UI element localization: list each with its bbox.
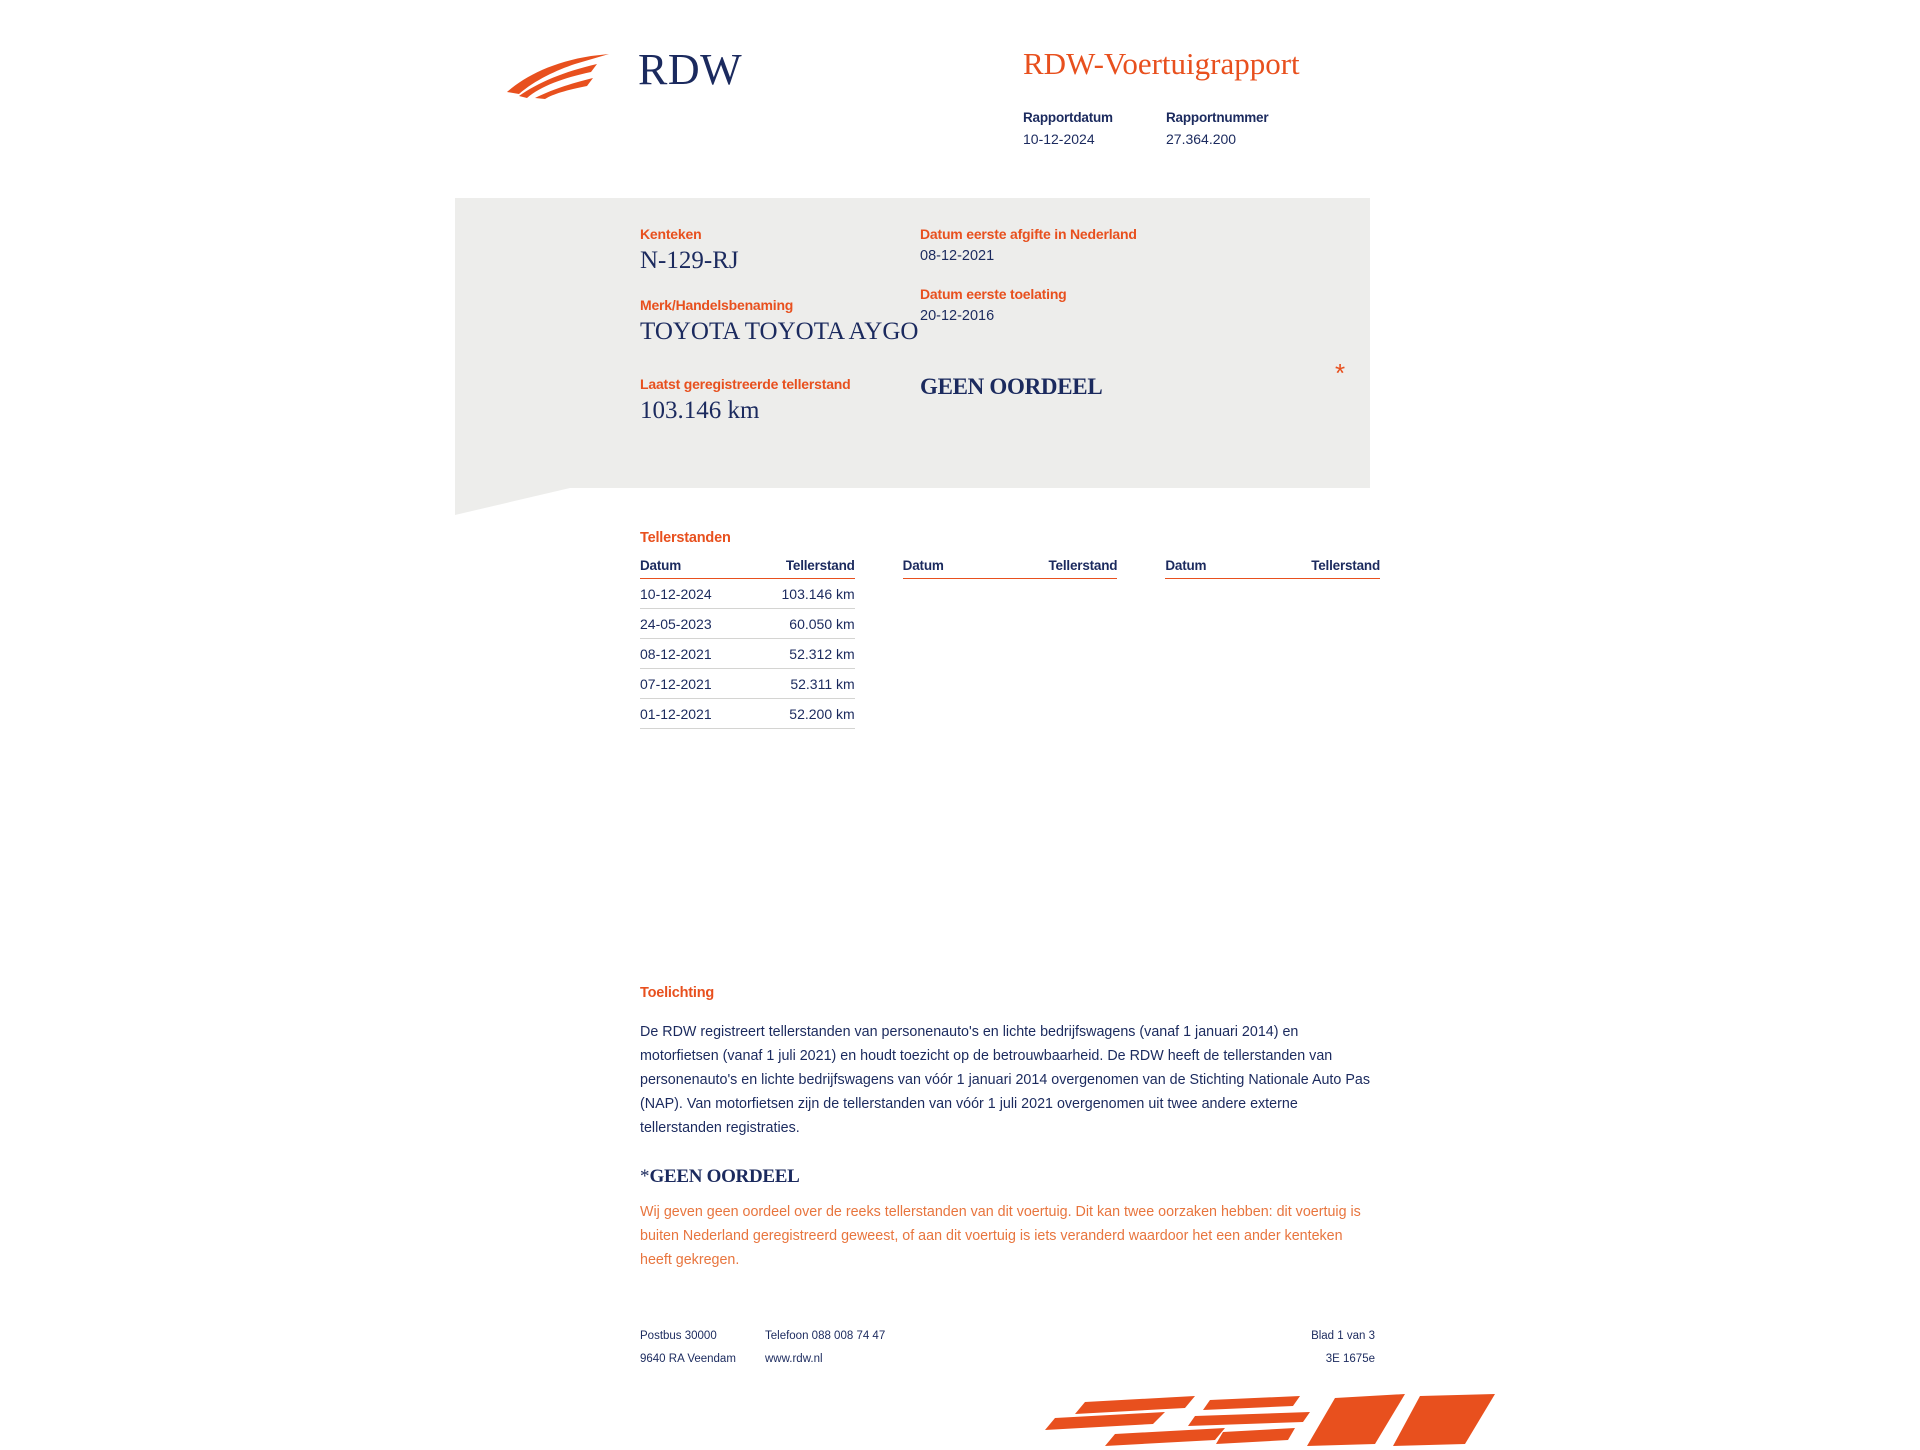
footer-website: www.rdw.nl	[765, 1353, 823, 1365]
column-header-date: Datum	[902, 558, 944, 573]
first-issue-nl-label: Datum eerste afgifte in Nederland	[920, 226, 1137, 242]
explanation-verdict-heading	[640, 1166, 1375, 1188]
cell-date: 01-12-2021	[640, 706, 712, 722]
meta-value: 10-12-2024	[1023, 131, 1095, 147]
first-admission-label: Datum eerste toelating	[920, 286, 1067, 302]
footer-page-number: Blad 1 van 3	[1311, 1330, 1375, 1342]
meta-value: 27.364.200	[1166, 131, 1237, 147]
footnote-marker: *	[640, 1166, 650, 1188]
vehicle-right-column	[920, 226, 1300, 400]
meta-report-date	[1023, 110, 1148, 147]
column-header-value: Tellerstand	[1048, 558, 1118, 573]
page-footer	[640, 1330, 1375, 1376]
kenteken-value: N-129-RJ	[640, 247, 739, 274]
cell-date: 24-05-2023	[640, 616, 712, 632]
table-row	[640, 699, 855, 729]
footer-address-line2: 9640 RA Veendam	[640, 1353, 736, 1365]
explanation-body: De RDW registreert tellerstanden van personenauto's en lichte bedrijfswagens (vanaf 1 januari 2014) en motorfietsen (vanaf 1 juli 2021) en houdt toezicht op de betrouwbaarheid. De RDW heeft de tellerstanden van personenauto's en lichte bedrijfswagens van vóór 1 januari 2014 overgenomen van de Stichting Nationale Auto Pas (NAP). Van motorfietsen zijn de tellerstanden van vóór 1 juli 2021 overgenomen uit twee andere externe tellerstanden registraties.	[640, 1024, 1370, 1137]
verdict-badge: GEEN OORDEEL	[920, 374, 1103, 399]
meta-label: Rapportdatum	[1023, 110, 1113, 125]
footer-row	[640, 1353, 1375, 1365]
cell-date: 08-12-2021	[640, 646, 712, 662]
footer-row	[640, 1330, 1375, 1342]
cell-date: 07-12-2021	[640, 676, 712, 692]
first-admission-value: 20-12-2016	[920, 308, 995, 324]
rdw-logo	[505, 38, 825, 108]
column-header-value: Tellerstand	[785, 558, 855, 573]
page-title: RDW-Voertuigrapport	[1023, 46, 1300, 81]
cell-value: 60.050 km	[789, 616, 855, 632]
cell-value: 52.311 km	[790, 676, 855, 692]
verdict-label: GEEN OORDEEL	[649, 1166, 800, 1188]
table-header-row	[903, 558, 1118, 579]
table-row	[640, 579, 855, 609]
rdw-footer-stripes-logo-icon	[1045, 1390, 1495, 1450]
odometer-column-3	[1165, 558, 1380, 729]
odometer-column-1	[640, 558, 855, 729]
column-header-value: Tellerstand	[1311, 558, 1381, 573]
odometer-section-title: Tellerstanden	[640, 530, 731, 546]
explanation-title: Toelichting	[640, 985, 715, 1001]
footer-phone: Telefoon 088 008 74 47	[765, 1330, 886, 1342]
table-header-row	[640, 558, 855, 579]
explanation-section	[640, 985, 1375, 1272]
footer-address-line1: Postbus 30000	[640, 1330, 717, 1342]
cell-value: 103.146 km	[781, 586, 855, 602]
report-meta	[1023, 110, 1291, 147]
cell-value: 52.200 km	[789, 706, 855, 722]
tellerstand-value: 103.146 km	[640, 397, 760, 424]
vehicle-summary-block	[455, 198, 1370, 488]
first-issue-nl-value: 08-12-2021	[920, 248, 995, 264]
odometer-column-2	[903, 558, 1118, 729]
footer-document-code: 3E 1675e	[1325, 1353, 1375, 1365]
table-header-row	[1165, 558, 1380, 579]
brand-name: RDW	[638, 45, 743, 94]
explanation-verdict-body: Wij geven geen oordeel over de reeks tellerstanden van dit voertuig. Dit kan twee oorzaken hebben: dit voertuig is buiten Nederland geregistreerd geweest, of aan dit voertuig is iets veranderd waardoor het een ander kenteken heeft gekregen.	[640, 1204, 1361, 1269]
tellerstand-label: Laatst geregistreerde tellerstand	[640, 376, 851, 392]
rdw-swoosh-logo-icon	[505, 52, 615, 100]
verdict-footnote-marker: *	[1335, 358, 1346, 388]
table-row	[640, 609, 855, 639]
kenteken-label: Kenteken	[640, 226, 702, 242]
odometer-readings-section	[640, 530, 1380, 729]
meta-label: Rapportnummer	[1166, 110, 1269, 125]
table-row	[640, 639, 855, 669]
cell-value: 52.312 km	[789, 646, 855, 662]
merk-label: Merk/Handelsbenaming	[640, 297, 794, 313]
cell-date: 10-12-2024	[640, 586, 712, 602]
meta-report-number	[1166, 110, 1291, 147]
merk-value: TOYOTA TOYOTA AYGO	[640, 318, 919, 345]
column-header-date: Datum	[1165, 558, 1207, 573]
column-header-date: Datum	[640, 558, 682, 573]
table-row	[640, 669, 855, 699]
